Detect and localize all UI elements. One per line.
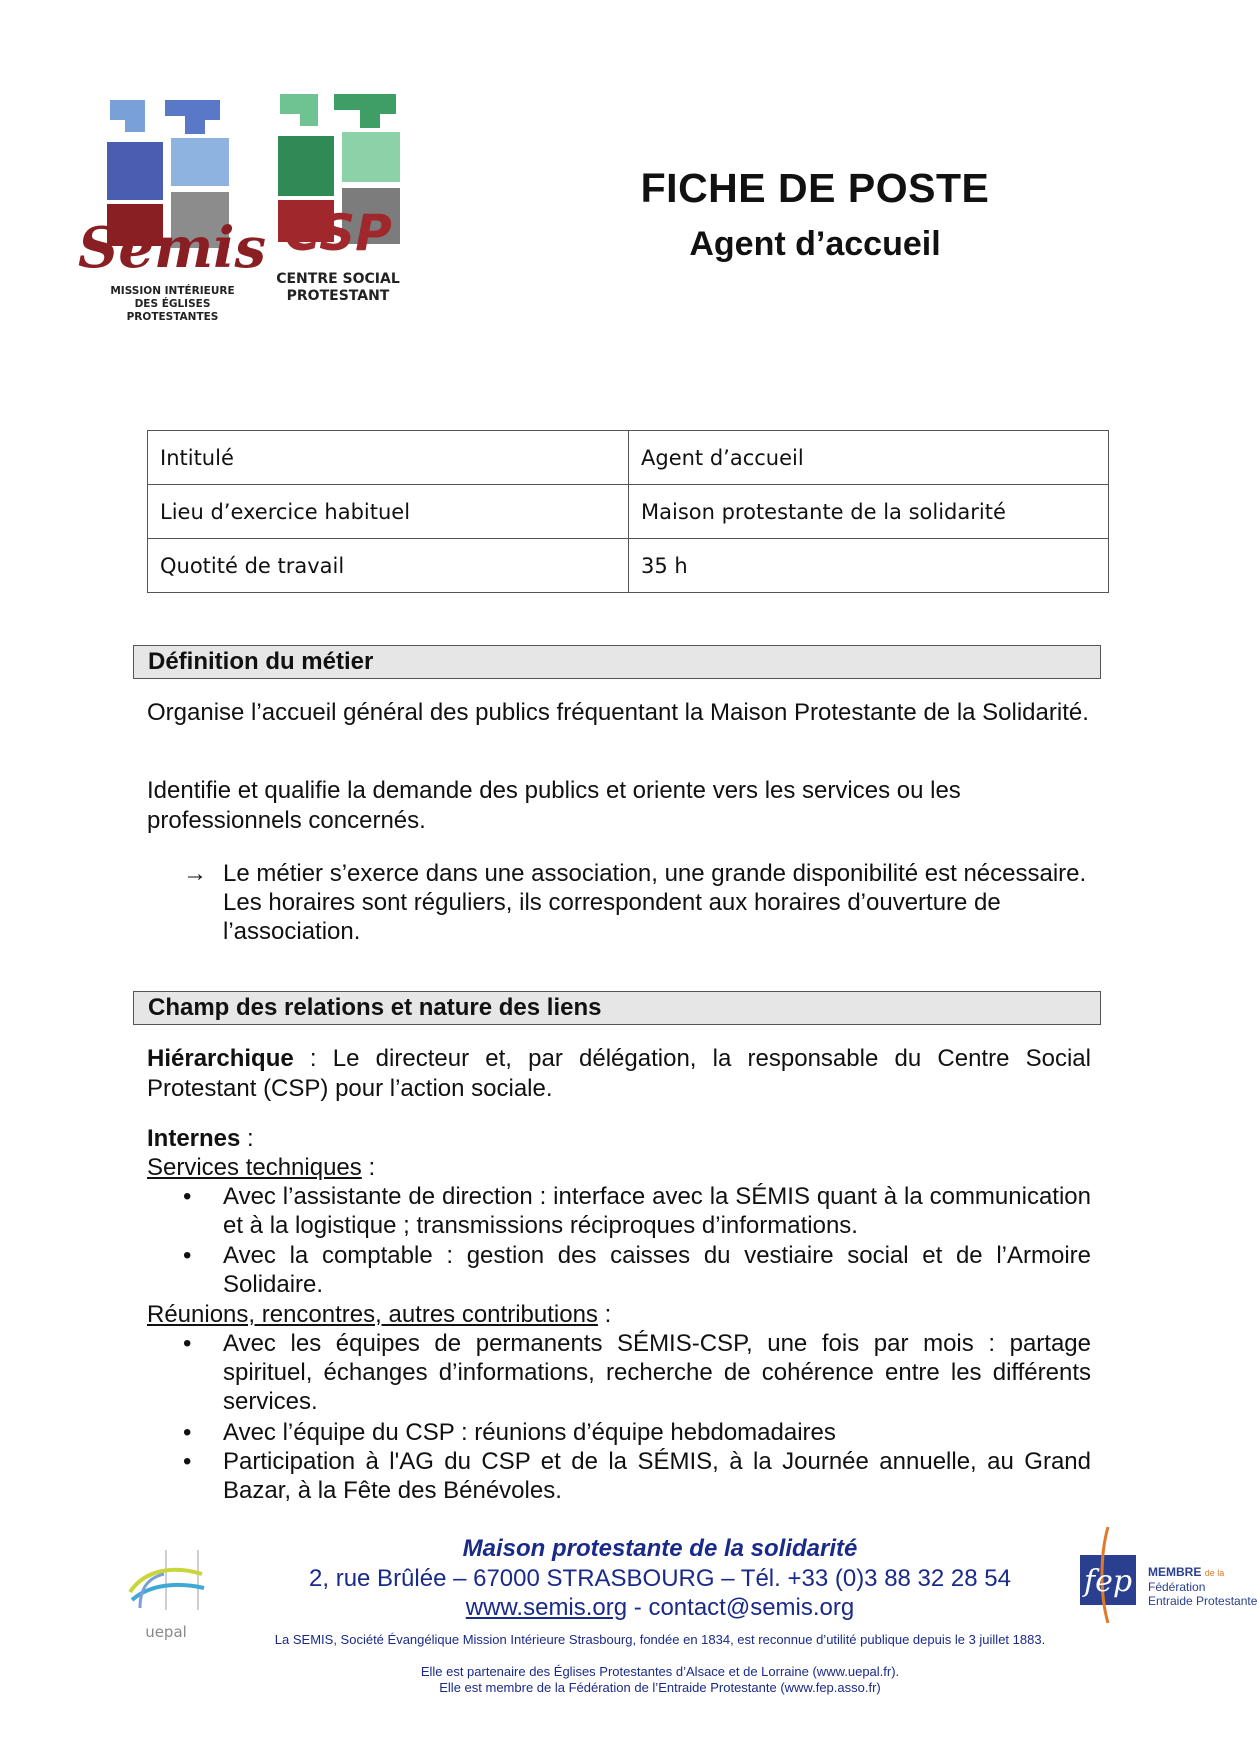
services-label: Services techniques — [147, 1154, 362, 1181]
job-info-table — [147, 430, 1109, 593]
table-row — [148, 485, 1109, 539]
uepal-logo-text: uepal — [145, 1623, 187, 1641]
bullet-icon: • — [183, 1183, 192, 1210]
bullet-icon: • — [183, 1448, 192, 1475]
relations-heading: Champ des relations et nature des liens — [133, 991, 1101, 1025]
internes-suffix: : — [240, 1125, 254, 1152]
email-link[interactable]: contact@semis.org — [648, 1594, 855, 1621]
info-value: Maison protestante de la solidarité — [629, 485, 1109, 539]
semis-emblem-icon — [77, 92, 267, 282]
uepal-emblem-icon — [126, 1548, 206, 1618]
website-link[interactable]: www.semis.org — [465, 1594, 628, 1621]
info-value: 35 h — [629, 539, 1109, 593]
info-label: Lieu d’exercice habituel — [148, 485, 629, 539]
services-suffix: : — [361, 1154, 376, 1181]
info-label: Intitulé — [148, 431, 629, 485]
info-label: Quotité de travail — [148, 539, 629, 593]
hierarchique-paragraph — [147, 1044, 1091, 1104]
definition-para-2: Identifie et qualifie la demande des publics et oriente vers les services ou les professionnels concernés. — [147, 777, 961, 834]
list-item — [183, 1241, 1091, 1299]
svg-text:CSP: CSP — [284, 204, 392, 262]
definition-note-text: Le métier s’exerce dans une association, une grande disponibilité est nécessaire. Les horaires sont réguliers, ils correspondent aux horaires d’ouverture de l’association. — [223, 860, 1087, 945]
fep-member-badge — [1078, 1525, 1257, 1625]
reunions-item-text: Participation à l'AG du CSP et de la SÉMIS, à la Journée annuelle, au Grand Bazar, à la Fête des Bénévoles. — [223, 1448, 1091, 1504]
reunions-heading — [147, 1300, 1091, 1329]
table-row — [148, 431, 1109, 485]
footer-contact — [250, 1594, 1070, 1622]
reunions-item-text: Avec l’équipe du CSP : réunions d’équipe hebdomadaires — [223, 1419, 836, 1446]
list-item — [183, 1418, 1091, 1447]
hierarchique-label: Hiérarchique — [147, 1045, 294, 1072]
fep-member-sub: de la — [1204, 1568, 1225, 1578]
footer-address: 2, rue Brûlée – 67000 STRASBOURG – Tél. +33 (0)3 88 32 28 54 — [309, 1565, 1011, 1592]
arrow-icon: → — [183, 860, 207, 887]
services-heading — [147, 1153, 1091, 1182]
definition-para-1: Organise l’accueil général des publics fréquentant la Maison Protestante de la Solidarité. — [147, 699, 1089, 726]
table-row — [148, 539, 1109, 593]
internes-heading — [147, 1124, 1091, 1153]
internes-label: Internes — [147, 1125, 241, 1152]
definition-note — [183, 859, 1091, 946]
svg-text:fep: fep — [1083, 1564, 1133, 1599]
footer-org-name: Maison protestante de la solidarité — [462, 1535, 858, 1562]
semis-caption-1: MISSION INTÉRIEURE — [110, 285, 235, 297]
fep-line-federation: Fédération — [1148, 1580, 1206, 1594]
semis-caption-2: DES ÉGLISES PROTESTANTES — [126, 298, 219, 323]
csp-caption-1: CENTRE SOCIAL — [276, 271, 400, 287]
svg-text:Sémis: Sémis — [77, 215, 267, 281]
list-item — [183, 1329, 1091, 1416]
semis-logo — [77, 92, 267, 323]
hierarchique-text: : Le directeur et, par délégation, la responsable du Centre Social Protestant (CSP) pour l’action sociale. — [147, 1045, 1091, 1102]
list-item — [183, 1182, 1091, 1240]
footer-separator: - — [627, 1594, 649, 1621]
page-title: FICHE DE POSTE — [640, 165, 990, 211]
definition-heading: Définition du métier — [133, 645, 1101, 679]
services-item-text: Avec l’assistante de direction : interface avec la SÉMIS quant à la communication et à la logistique ; transmissions réciproques d’informations. — [223, 1183, 1091, 1239]
info-value: Agent d’accueil — [629, 431, 1109, 485]
footer-legal-1: La SEMIS, Société Évangélique Mission Intérieure Strasbourg, fondée en 1834, est reconnue d’utilité publique depuis le 3 juillet 1883. — [274, 1632, 1046, 1647]
fep-line-entraide: Entraide Protestante — [1148, 1594, 1257, 1608]
reunions-label: Réunions, rencontres, autres contributions — [147, 1301, 598, 1328]
csp-logo — [268, 92, 408, 302]
bullet-icon: • — [183, 1419, 192, 1446]
bullet-icon: • — [183, 1242, 192, 1269]
services-item-text: Avec la comptable : gestion des caisses du vestiaire social et de l’Armoire Solidaire. — [223, 1242, 1091, 1298]
reunions-item-text: Avec les équipes de permanents SÉMIS-CSP, une fois par mois : partage spirituel, échanges d’informations, recherche de cohérence entre les différents services. — [223, 1330, 1091, 1415]
csp-caption-2: PROTESTANT — [286, 288, 390, 304]
list-item — [183, 1447, 1091, 1505]
reunions-suffix: : — [597, 1301, 612, 1328]
csp-emblem-icon — [268, 92, 408, 260]
bullet-icon: • — [183, 1330, 192, 1357]
fep-emblem-icon — [1078, 1525, 1138, 1625]
uepal-logo — [126, 1548, 206, 1641]
footer-legal-3: Elle est membre de la Fédération de l’Entraide Protestante (www.fep.asso.fr) — [439, 1680, 881, 1695]
page-subtitle: Agent d’accueil — [689, 225, 941, 263]
footer-legal-2: Elle est partenaire des Églises Protestantes d’Alsace et de Lorraine (www.uepal.fr). — [420, 1664, 900, 1679]
fep-member-label: MEMBRE — [1148, 1565, 1202, 1579]
